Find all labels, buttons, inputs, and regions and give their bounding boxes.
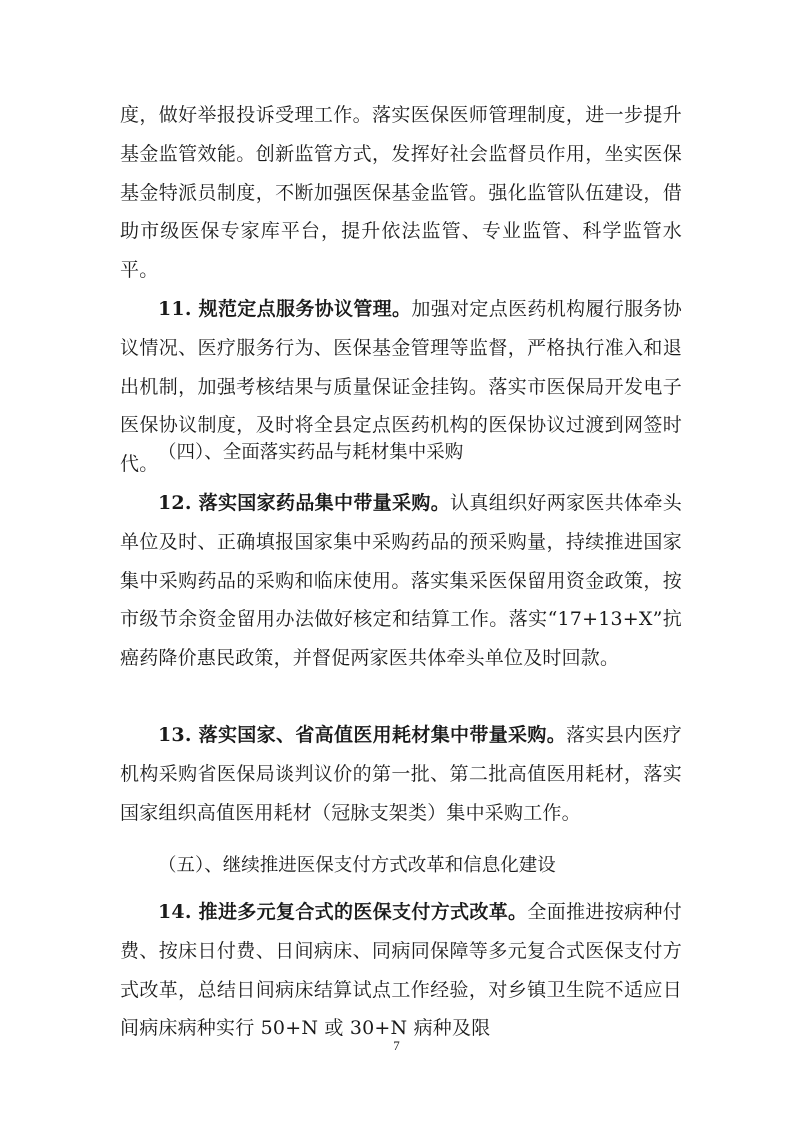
item-12-text: 认真组织好两家医共体牵头单位及时、正确填报国家集中采购药品的预采购量，持续推进国家集中采购药品的采购和临床使用。落实集采医保留用资金政策，按市级节余资金留用办法做好核定和结算工作。落实“17+13+X”抗癌药降价惠民政策，并督促两家医共体牵头单位及时回款。 xyxy=(120,492,682,670)
page-number: 7 xyxy=(393,1038,400,1053)
item-14-heading: 14. 推进多元复合式的医保支付方式改革。 xyxy=(158,901,528,923)
item-13-heading: 13. 落实国家、省高值医用耗材集中带量采购。 xyxy=(158,724,567,746)
item-11-text: 加强对定点医药机构履行服务协议情况、医疗服务行为、医保基金管理等监督，严格执行准入和退出机制，加强考核结果与质量保证金挂钩。落实市医保局开发电子医保协议制度，及时将全县定点医药机构的医保协议过渡到网签时代。 xyxy=(120,298,682,476)
section-heading-4: （四）、全面落实药品与耗材集中采购 xyxy=(158,442,464,463)
item-11-heading: 11. 规范定点服务协议管理。 xyxy=(158,298,412,320)
paragraph-fund-supervision xyxy=(120,96,682,290)
paragraph-item-14 xyxy=(120,893,682,1048)
section-heading-5: （五）、继续推进医保支付方式改革和信息化建设 xyxy=(158,855,556,876)
paragraph-item-12 xyxy=(120,484,682,678)
paragraph-item-13 xyxy=(120,716,682,832)
paragraph-text: 度，做好举报投诉受理工作。落实医保医师管理制度，进一步提升基金监管效能。创新监管方式，发挥好社会监督员作用，坐实医保基金特派员制度，不断加强医保基金监管。强化监管队伍建设，借助市级医保专家库平台，提升依法监管、专业监管、科学监管水平。 xyxy=(120,104,682,282)
item-13-text: 落实县内医疗机构采购省医保局谈判议价的第一批、第二批高值医用耗材，落实国家组织高值医用耗材（冠脉支架类）集中采购工作。 xyxy=(120,724,682,824)
item-12-heading: 12. 落实国家药品集中带量采购。 xyxy=(158,492,451,514)
item-14-text: 全面推进按病种付费、按床日付费、日间病床、同病同保障等多元复合式医保支付方式改革，总结日间病床结算试点工作经验，对乡镇卫生院不适应日间病床病种实行 50+N 或 30+N 病种及限 xyxy=(120,901,682,1040)
